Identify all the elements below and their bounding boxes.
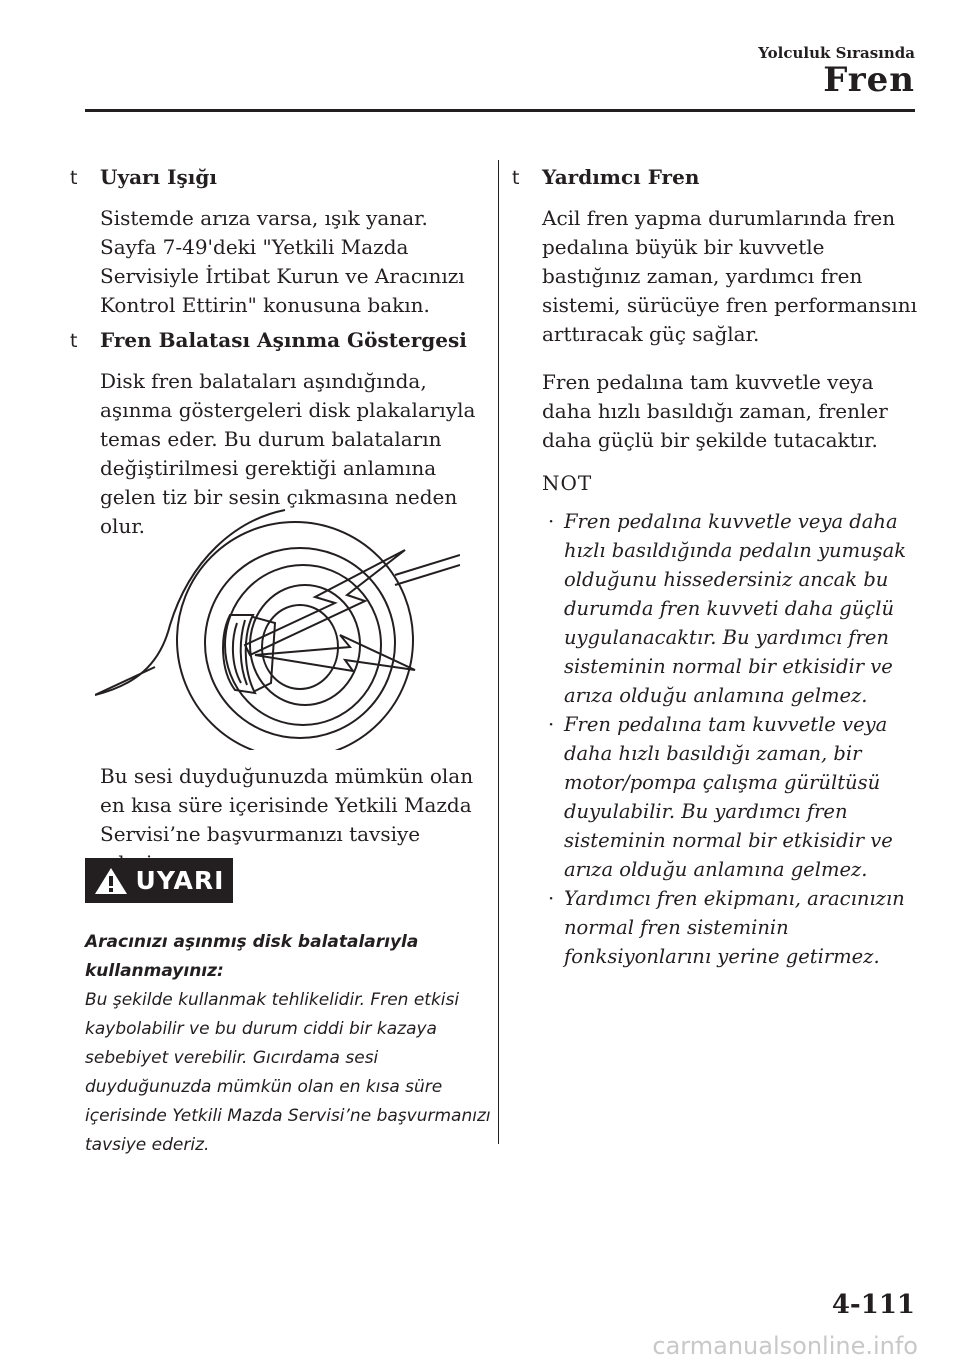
warning-badge-label: UYARI xyxy=(135,866,225,895)
warning-text-block xyxy=(85,928,505,1160)
note-item: · Fren pedalına tam kuvvetle veya daha hızlı basıldığı zaman, bir motor/pompa çalışma gürültüsü duyulabilir. Bu yardımcı fren sisteminin normal bir etkisidir ve arıza olduğu anlamına gelmez. xyxy=(542,710,922,884)
warning-body: Bu şekilde kullanmak tehlikelidir. Fren etkisi kaybolabilir ve bu durum ciddi bir kazaya sebebiyet verebilir. Gıcırdama sesi duyduğunuzda mümkün olan en kısa süre içerisinde Yetkili Mazda Servisi’ne başvurmanızı tavsiye ederiz. xyxy=(85,990,491,1155)
brake-disc-illustration xyxy=(95,505,460,750)
bullet-icon: · xyxy=(548,713,555,736)
bullet-icon: · xyxy=(548,887,555,910)
page-number: 4-111 xyxy=(831,1290,915,1320)
after-illustration-text: Bu sesi duyduğunuzda mümkün olan en kısa süre içerisinde Yetkili Mazda Servisi’ne başvurmanızı tavsiye xyxy=(100,764,474,846)
warning-triangle-icon xyxy=(94,866,128,896)
heading-pad-wear: Fren Balatası Aşınma Göstergesi xyxy=(100,328,467,352)
section-title: Yolculuk Sırasında xyxy=(758,44,915,62)
note-title: NOT xyxy=(542,471,593,495)
heading-warning-light: Uyarı Işığı xyxy=(100,165,217,189)
section-heading xyxy=(70,326,485,356)
brake-assist-text-1: Acil fren yapma durumlarında fren pedalına büyük bir kuvvetle bastığınız zaman, yardımcı fren sistemi, sürücüye fren performansını arttıracak güç sağlar. xyxy=(542,206,917,346)
section-heading xyxy=(70,163,485,193)
section-warning-light xyxy=(70,163,485,320)
warning-light-text: Sistemde arıza varsa, ışık yanar. Sayfa 7-49'deki "Yetkili Mazda Servisiyle İrtibat Kurun ve Aracınızı Kontrol Ettirin" konusuna bakın. xyxy=(100,206,465,317)
pad-wear-text: Disk fren balataları aşındığında, aşınma göstergeleri disk plakalarıyla temas eder. Bu durum balataların değiştirilmesi gerektiği anlamına gelen tiz bir sesin çıkmasına neden olur. xyxy=(100,369,476,538)
brake-assist-text-2: Fren pedalına tam kuvvetle veya daha hızlı basıldığı zaman, frenler daha güçlü bir şekilde tutacaktır. xyxy=(542,370,888,452)
warning-heading: Aracınızı aşınmış disk balatalarıyla kullanmayınız: xyxy=(85,932,419,981)
warning-badge xyxy=(85,858,233,903)
section-marker-icon: t xyxy=(70,167,78,189)
header-rule xyxy=(85,109,915,112)
bullet-icon: · xyxy=(548,510,555,533)
note-block xyxy=(512,469,922,971)
section-heading xyxy=(512,163,922,193)
note-item: · Fren pedalına kuvvetle veya daha hızlı basıldığında pedalın yumuşak olduğunu hissedersiniz ancak bu durumda fren kuvveti daha güçlü uygulanacaktır. Bu yardımcı fren sisteminin normal bir etkisidir ve arıza olduğu anlamına gelmez. xyxy=(542,507,922,710)
section-marker-icon: t xyxy=(70,330,78,352)
section-marker-icon: t xyxy=(512,167,520,189)
note-list xyxy=(542,507,922,971)
heading-brake-assist: Yardımcı Fren xyxy=(542,165,700,189)
section-brake-assist xyxy=(512,163,922,971)
page-title: Fren xyxy=(823,60,915,100)
watermark: carmanualsonline.info xyxy=(652,1332,918,1360)
note-item: · Yardımcı fren ekipmanı, aracınızın normal fren sisteminin fonksiyonlarını yerine getirmez. xyxy=(542,884,922,971)
